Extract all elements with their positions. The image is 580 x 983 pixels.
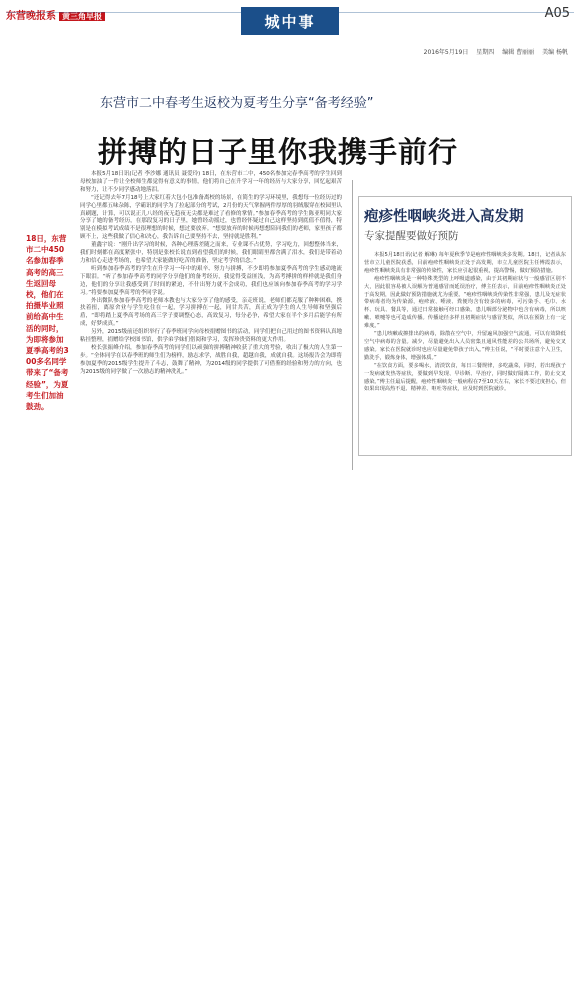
paper-name: 东营晚报 bbox=[6, 11, 46, 22]
weekday: 星期四 bbox=[476, 49, 495, 56]
paragraph: 本报5月18日讯(记者 李沙娜 通讯员 聂爱玲) 18日，在东营市二中，450名参加完春季高考的学生回到母校加油了一件让全校师生都觉得有意义的事情，他们将自己在升学习一年的经历与大家分享，回忆起艰苦和努力，让不少同学感动地落泪。 bbox=[80, 171, 342, 193]
story1-subtitle: 东营市二中春考生返校为夏考生分享“备考经验” bbox=[100, 96, 374, 111]
paragraph: 校长张振峰介绍，参加春季高考的同学们以顽强的拼搏精神收获了重大的考验，收出了极大的人生第一步。“全体同学在以春季班的师生们为榜样，励志求学，战胜自我，超越自我，成就自我。这场报告会为即将参加夏季的2015级学生提升了斗志，鼓舞了精神，为2014级的同学提供了可借鉴的经验和努力的方向，也为2015级的同学做了一次励志的精神洗礼。” bbox=[80, 344, 342, 375]
paragraph: “还记得去年7月18号上大家红着大包小包准备离校的场景，在简生的学习环境里，我想每一位经历过的同学心里都五味杂陈，学霸讯的同学为了拉起部分的考试，2月份的天气掌握两件厚厚的羽绒服穿在校园里认真刷题，计算，可以说正儿八经的夜无趋夜无尖都是难过了看修的掌情。”参加春季高考的学生陈亚明同大家分享了她的备考经历，在那段复习的日子里，她曾经动摇过，也曾经怀疑过自己这样坚持到底值不值得，特别是在模拟考试成绩不是很理想的时候，想过要放弃。“想要放弃的时候再想想陪同我们的老师，家里孩子都顾不上，这些我做了信心和决心，我告诉自己要坚持不去，坚持就是胜利。” bbox=[80, 194, 343, 241]
story1-body bbox=[80, 171, 342, 377]
paragraph: 另外，2015级前还组织举行了春季班同学向母校捐赠图书的活动，同学们把自己用过的图书资料认真地粘挂整理，捐赠给学校图书馆，供学弟学妹们借阅和学习，发挥珍贵资料的更大作用。 bbox=[80, 329, 342, 344]
designer: 美编 杨帆 bbox=[542, 49, 568, 56]
date: 2016年5月19日 bbox=[423, 49, 469, 56]
story1-title: 拼搏的日子里你我携手前行 bbox=[98, 135, 459, 169]
story1-summary: 18日，东营市二中450名参加春季高考的高三生返回母校，他们在拍摄毕业照前给高中生活的同时，为即将参加夏季高考的300多名同学带来了“备考经验”，为夏考生们加油鼓劲。 bbox=[26, 234, 69, 412]
story2-subtitle: 专家提醒要做好预防 bbox=[364, 230, 459, 242]
page-number: A05 bbox=[544, 6, 570, 21]
section-title: 城中事 bbox=[241, 7, 339, 35]
editor: 编辑 曹丽丽 bbox=[502, 49, 535, 56]
paragraph: 外出微队参加春季高考的老师本教也与大家分享了他的感受，亲走班说，老师们都克服了种种困难，携扶着扭，离原舍业与学生吃住在一起，学习拼搏在一起，同甘共苦，真正成为学生的人生导师和坚强后盾，“即将踏上夏季高考场的高三学子要调整心态，高效复习，每分必争，希望大家在半个多月后能学有所成，好梦成真。” bbox=[80, 297, 342, 328]
paragraph: 疱疹性咽峡炎是一种特殊类型的上呼吸道感染，由于其初期症状与一般感冒区别不大，因此很容易被人误解为普通感冒而延误治疗，傅主任表示，目前疱疹性咽峡炎正处于高发期，因此做好预防措施就尤为重要。“疱疹性咽峡炎传染性非常强，患儿及无症状带病毒者均为传染源，疱疹液、唾液、粪便均含有较多的病毒，可污染手、毛巾、水杯、玩具、餐具等，通过日常接触可经口感染。患儿咽部分泌物中也含有病毒，所以咳嗽、喷嚏等也可造成传播。传播途径多样且初期症状与感冒类似，所以在预防上有一定难度。” bbox=[364, 275, 566, 330]
paragraph: “患儿咳嗽或擤排出的病毒，除散在空气中，升留遍风加强空气流通，可以有效降低空气中病毒的含量。减少，尽量避免出入人员密集且通风性能差的公共场所，避免交叉感染。家长在医院就诊时也应尽量避免带孩子出入。”傅主任说，“平时要注意个人卫生，勤洗手，锻炼身体，增强体质。” bbox=[364, 331, 566, 361]
meta-line bbox=[418, 47, 568, 56]
story2-title: 疱疹性咽峡炎进入高发期 bbox=[364, 209, 524, 225]
section-series: 系 bbox=[46, 11, 56, 22]
paragraph: 听到参加春季高考的学生在升学习一年中的艰辛、努力与拼搏，不少即将参加夏季高考的学生感动地流下眼泪。“听了参加春季高考的同学分享他们的备考经历，我觉得受益匪浅，为高考搏拼的样样就是我们身边，他们的分享让我感受到了时间的紧迫，不什出努力就不会成功，我们也应该向参加春季高考的学习学习。”将要参加夏季高考的李同学说。 bbox=[80, 265, 342, 296]
paragraph: 董鑫宇说：“刚升出学习的时候，各种心理落差随之而来，专业课不占优势，学习吃力，回想整体当来，我们时刻都在高度紧张中，特别是张校长说直到看望我们的时候，我们眼睛里都含满了泪水，我们是带着动力和信心走进考场的，也希望大家能做好吃苦的准备，坚定考学的信念。” bbox=[80, 242, 342, 264]
paragraph: 本报5月18日讯(记者 解琳) 每年夏秋季节是疱疹性咽峡炎多发期。18日，记者从东营市立儿童医院获悉，目前疱疹性咽峡炎正处于高发期，市立儿童医院主任傅霞表示，疱疹性咽峡炎具有非常强的传染性，家长应引起很重视，提高警惕，做好预防措施。 bbox=[364, 252, 566, 274]
pill-badge: 黄三角早报 bbox=[59, 12, 105, 21]
paragraph: “在饮食方面，要多喝水，清淡饮食，每日三餐规律，多吃蔬菜，同时，若出现孩子一发病就发热等症状，要做到早发现、早诊断、早治疗，同时做好隔离工作，防止交叉感染。”傅主任最后提醒，疱疹性咽峡炎一般病程在7至10天左右，家长不要过度担心，但如果出现高热不退、精神差、呕吐等症状，应及时到医院就诊。 bbox=[364, 362, 566, 393]
masthead bbox=[6, 7, 105, 22]
story2-body bbox=[364, 252, 566, 394]
column-divider bbox=[352, 180, 353, 470]
